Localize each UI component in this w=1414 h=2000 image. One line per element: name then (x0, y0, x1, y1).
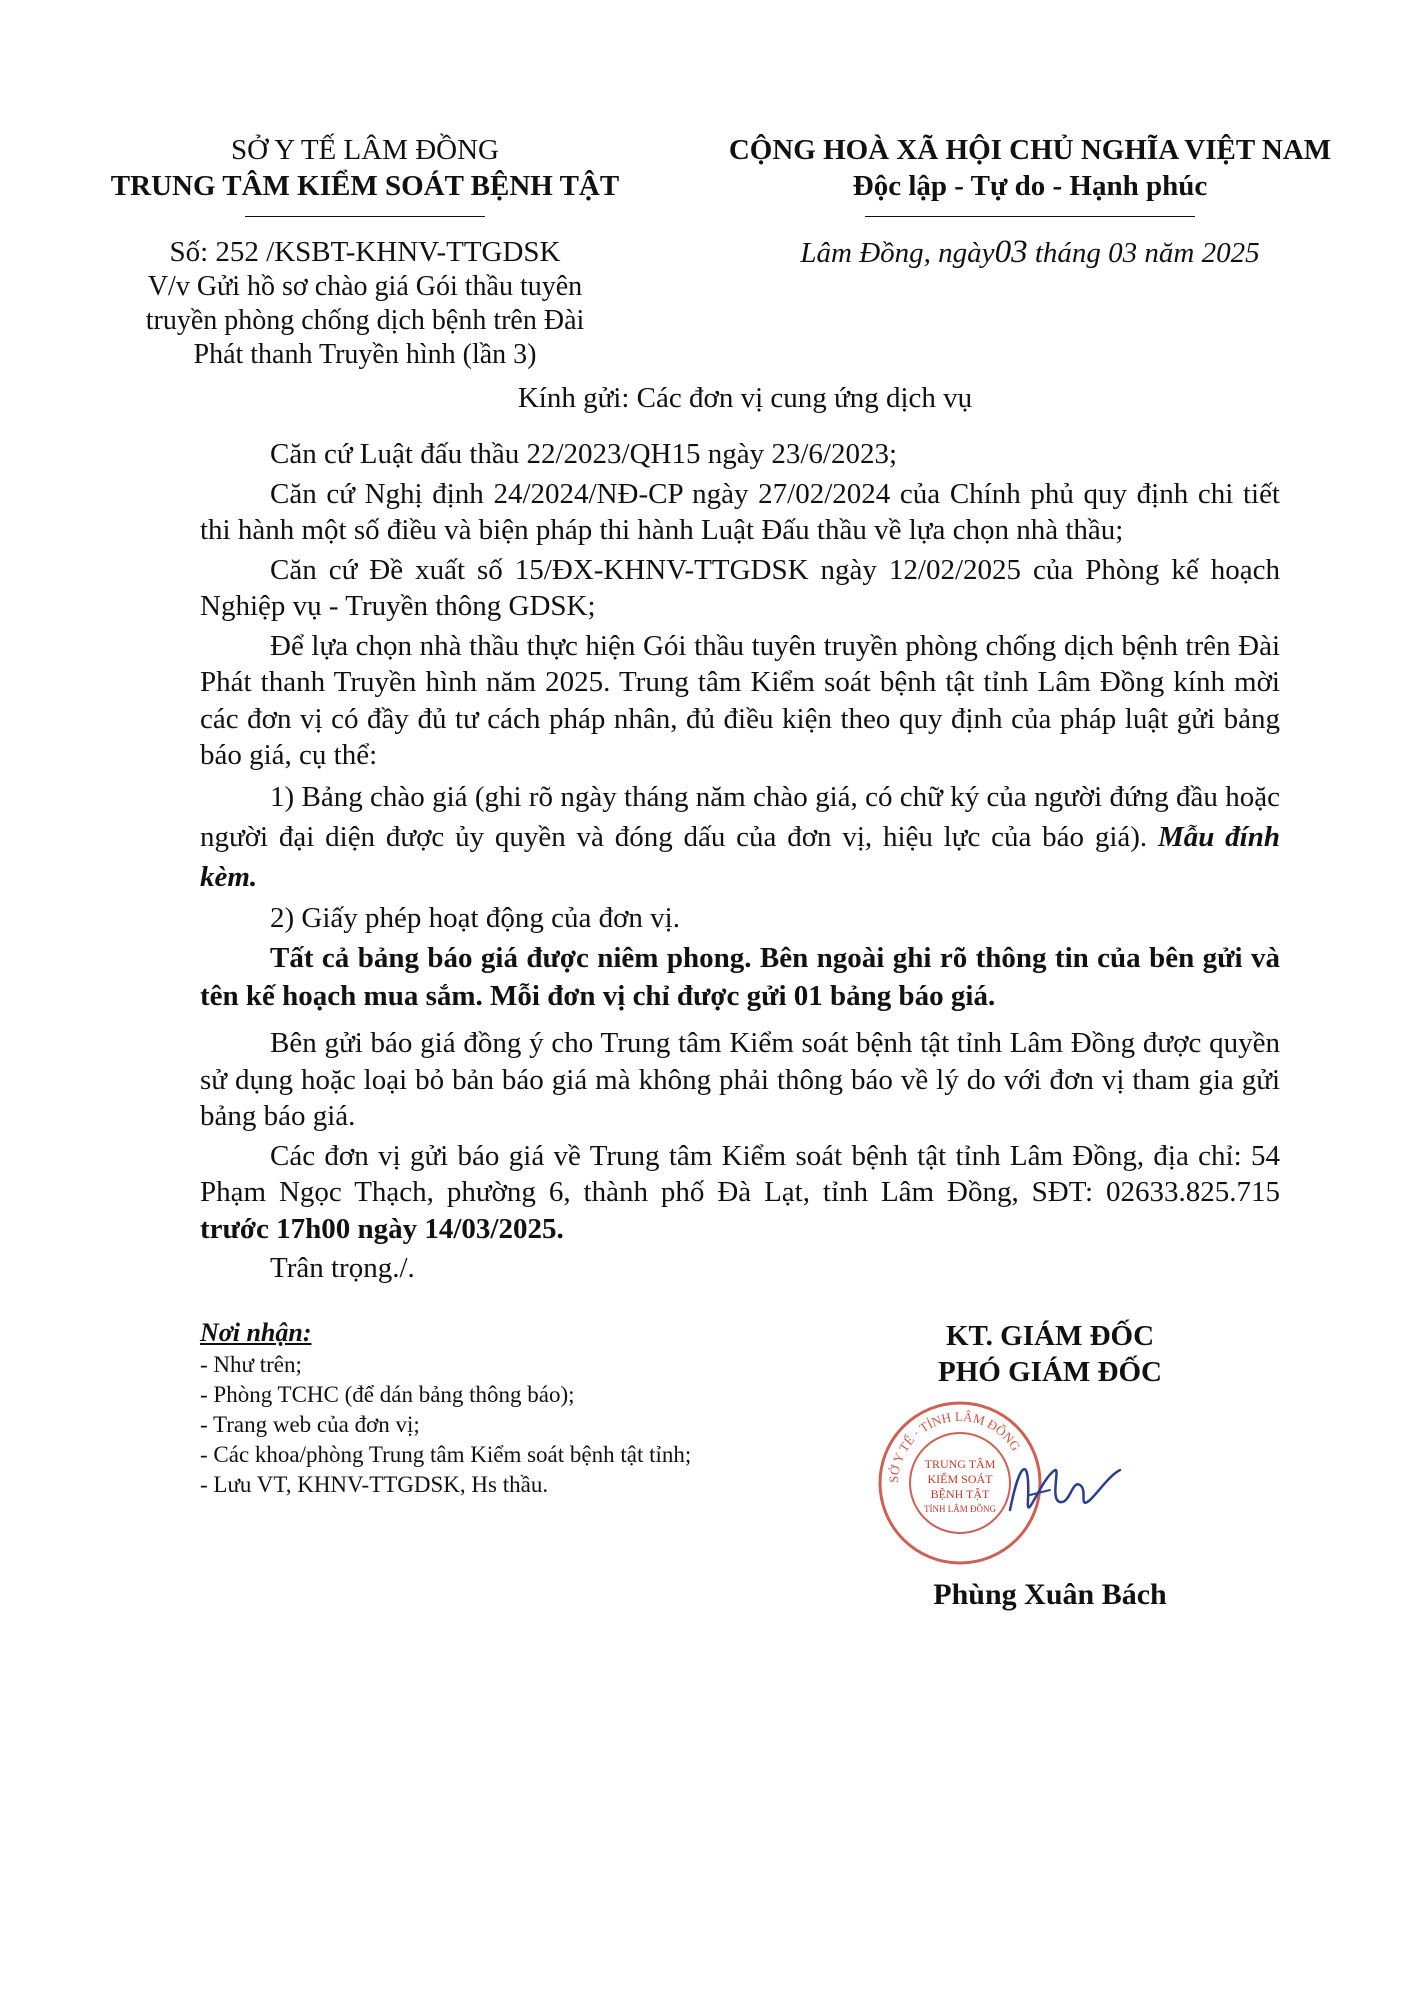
national-motto: Độc lập - Tự do - Hạnh phúc (852, 170, 1208, 202)
signer-name: Phùng Xuân Bách (933, 1578, 1167, 1611)
paragraph-submission (200, 1138, 1280, 1248)
submission-address: Các đơn vị gửi báo giá về Trung tâm Kiểm soát bệnh tật tỉnh Lâm Đồng, địa chỉ: 54 Phạm Ngọc Thạch, phường 6, thành phố Đà Lạt, tỉnh Lâm Đồng, SĐT: 02633.825.715 (200, 1139, 1280, 1208)
subject-line-1: V/v Gửi hồ sơ chào giá Gói thầu tuyên (147, 271, 583, 302)
item-1-text: 1) Bảng chào giá (ghi rõ ngày tháng năm chào giá, có chữ ký của người đứng đầu hoặc người đại diện được ủy quyền và đóng dấu của đơn vị, hiệu lực của báo giá). (200, 780, 1280, 853)
subject-line-3: Phát thanh Truyền hình (lần 3) (193, 339, 537, 370)
paragraph-invitation: Để lựa chọn nhà thầu thực hiện Gói thầu tuyên truyền phòng chống dịch bệnh trên Đài Phát thanh Truyền hình năm 2025. Trung tâm Kiểm soát bệnh tật tỉnh Lâm Đồng kính mời các đơn vị có đầy đủ tư cách pháp nhân, đủ điều kiện theo quy định của pháp luật gửi bảng báo giá, cụ thể: (200, 629, 1280, 771)
nation-name: CỘNG HOÀ XÃ HỘI CHỦ NGHĨA VIỆT NAM (728, 134, 1332, 166)
document-body (200, 436, 1280, 1290)
paragraph-legal-basis-2: Căn cứ Nghị định 24/2024/NĐ-CP ngày 27/02/2024 của Chính phủ quy định chi tiết thi hành một số điều và biện pháp thi hành Luật Đấu thầu về lựa chọn nhà thầu; (200, 477, 1280, 546)
document-number: Số: 252 /KSBT-KHNV-TTGDSK (169, 236, 561, 268)
addressee: Kính gửi: Các đơn vị cung ứng dịch vụ (517, 382, 973, 414)
stamp-line: BỆNH TẬT (930, 1487, 990, 1501)
paragraph-legal-basis-3: Căn cứ Đề xuất số 15/ĐX-KHNV-TTGDSK ngày 12/02/2025 của Phòng kế hoạch Nghiệp vụ - Truyền thông GDSK; (200, 553, 1280, 622)
recipient-item: - Phòng TCHC (để dán bảng thông báo); (200, 1382, 575, 1407)
date-day: 03 (994, 234, 1028, 270)
paragraph-legal-basis-1: Căn cứ Luật đấu thầu 22/2023/QH15 ngày 23/6/2023; (270, 438, 898, 470)
stamp-line: TRUNG TÂM (924, 1457, 996, 1471)
place-date-suffix: tháng 03 năm 2025 (1027, 237, 1260, 269)
recipient-item: - Các khoa/phòng Trung tâm Kiểm soát bệnh tật tỉnh; (200, 1442, 692, 1467)
stamp-ring-text: SỞ Y TẾ · TỈNH LÂM ĐỒNG (885, 1408, 1024, 1484)
recipient-item: - Trang web của đơn vị; (200, 1412, 420, 1437)
paragraph-rights: Bên gửi báo giá đồng ý cho Trung tâm Kiểm soát bệnh tật tỉnh Lâm Đồng được quyền sử dụng hoặc loại bỏ bản báo giá mà không phải thông báo về lý do với đơn vị tham gia gửi bảng báo giá. (200, 1027, 1280, 1132)
paragraph-item-2: 2) Giấy phép hoạt động của đơn vị. (270, 901, 680, 934)
national-header (720, 132, 1340, 271)
signer-title-2: PHÓ GIÁM ĐỐC (938, 1356, 1162, 1388)
signature-block (900, 1318, 1200, 1390)
closing-greeting: Trân trọng./. (270, 1252, 415, 1284)
place-date (720, 234, 1340, 271)
place-date-prefix: Lâm Đồng, ngày (800, 237, 995, 269)
recipients-block (200, 1318, 900, 1500)
issuer-underline (110, 204, 620, 222)
recipient-item: - Như trên; (200, 1352, 302, 1377)
organization-name: TRUNG TÂM KIỂM SOÁT BỆNH TẬT (110, 170, 620, 202)
subject-line-2: truyền phòng chống dịch bệnh trên Đài (145, 305, 585, 336)
department-name: SỞ Y TẾ LÂM ĐỒNG (231, 134, 499, 166)
issuer-block (110, 132, 620, 372)
recipient-item: - Lưu VT, KHNV-TTGDSK, Hs thầu. (200, 1472, 549, 1497)
submission-deadline: trước 17h00 ngày 14/03/2025. (200, 1212, 564, 1245)
signer-title-1: KT. GIÁM ĐỐC (945, 1320, 1155, 1352)
paragraph-sealing-rule: Tất cả bảng báo giá được niêm phong. Bên ngoài ghi rõ thông tin của bên gửi và tên kế hoạch mua sắm. Mỗi đơn vị chỉ được gửi 01 bảng báo giá. (200, 942, 1280, 1012)
stamp-line: KIỂM SOÁT (927, 1472, 993, 1486)
attachment-note: Mẫu đính kèm. (200, 820, 1280, 893)
paragraph-item-1 (200, 777, 1280, 897)
motto-underline (720, 204, 1340, 222)
recipients-title: Nơi nhận: (200, 1318, 312, 1347)
stamp-line: TỈNH LÂM ĐỒNG (924, 1504, 996, 1514)
handwritten-signature (1000, 1440, 1130, 1540)
